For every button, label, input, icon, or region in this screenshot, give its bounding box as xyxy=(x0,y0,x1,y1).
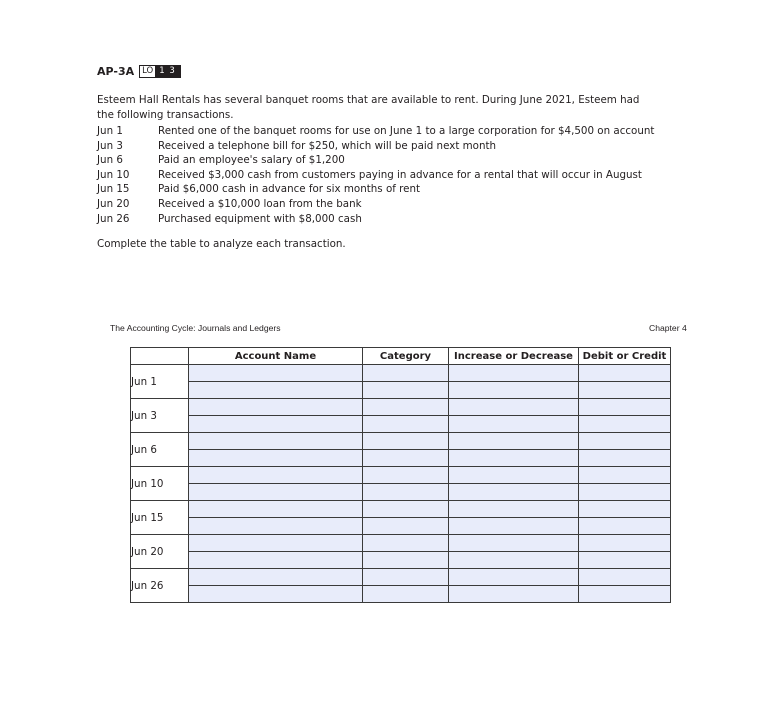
category-cell[interactable] xyxy=(363,450,449,467)
transaction-date: Jun 1 xyxy=(97,125,123,137)
category-cell[interactable] xyxy=(363,484,449,501)
category-cell[interactable] xyxy=(363,467,449,484)
transaction-item xyxy=(97,139,654,154)
account-name-cell[interactable] xyxy=(189,399,363,416)
debit-credit-cell[interactable] xyxy=(579,518,671,535)
row-date-label: Jun 6 xyxy=(131,433,189,467)
debit-credit-cell[interactable] xyxy=(579,467,671,484)
category-cell[interactable] xyxy=(363,569,449,586)
transaction-item xyxy=(97,153,654,168)
increase-decrease-cell[interactable] xyxy=(449,518,579,535)
table-row xyxy=(131,365,671,382)
increase-decrease-cell[interactable] xyxy=(449,569,579,586)
table-header-row xyxy=(131,348,671,365)
increase-decrease-cell[interactable] xyxy=(449,586,579,603)
account-name-cell[interactable] xyxy=(189,535,363,552)
category-cell[interactable] xyxy=(363,552,449,569)
row-date-label: Jun 26 xyxy=(131,569,189,603)
transaction-date: Jun 3 xyxy=(97,139,123,152)
table-row xyxy=(131,450,671,467)
table-row xyxy=(131,433,671,450)
account-name-cell[interactable] xyxy=(189,450,363,467)
table-row xyxy=(131,399,671,416)
transaction-date: Jun 26 xyxy=(97,212,130,225)
table-row xyxy=(131,416,671,433)
category-cell[interactable] xyxy=(363,586,449,603)
transaction-text: Rented one of the banquet rooms for use on June 1 to a large corporation for $4,500 on account xyxy=(158,125,655,137)
table-row xyxy=(131,467,671,484)
account-name-cell[interactable] xyxy=(189,518,363,535)
transaction-text: Purchased equipment with $8,000 cash xyxy=(158,212,362,225)
transaction-item xyxy=(97,182,654,197)
row-date-label: Jun 10 xyxy=(131,467,189,501)
running-header-title: The Accounting Cycle: Journals and Ledgers xyxy=(110,323,281,333)
account-name-cell[interactable] xyxy=(189,365,363,382)
debit-credit-cell[interactable] xyxy=(579,586,671,603)
table-row xyxy=(131,484,671,501)
category-cell[interactable] xyxy=(363,518,449,535)
debit-credit-cell[interactable] xyxy=(579,535,671,552)
transaction-date: Jun 6 xyxy=(97,154,123,167)
row-date-label: Jun 3 xyxy=(131,399,189,433)
column-header-account-name: Account Name xyxy=(189,348,363,365)
column-header-debit-credit: Debit or Credit xyxy=(579,348,671,365)
debit-credit-cell[interactable] xyxy=(579,416,671,433)
table-row xyxy=(131,382,671,399)
transaction-date: Jun 15 xyxy=(97,183,130,196)
table-row xyxy=(131,552,671,569)
table-row xyxy=(131,586,671,603)
account-name-cell[interactable] xyxy=(189,433,363,450)
row-date-label: Jun 20 xyxy=(131,535,189,569)
category-cell[interactable] xyxy=(363,416,449,433)
problem-id: AP-3A xyxy=(97,65,135,78)
problem-title-row xyxy=(97,65,181,78)
account-name-cell[interactable] xyxy=(189,382,363,399)
date-column-header xyxy=(131,348,189,365)
increase-decrease-cell[interactable] xyxy=(449,535,579,552)
account-name-cell[interactable] xyxy=(189,416,363,433)
increase-decrease-cell[interactable] xyxy=(449,416,579,433)
transaction-item xyxy=(97,124,654,139)
table-row xyxy=(131,518,671,535)
increase-decrease-cell[interactable] xyxy=(449,433,579,450)
table-row xyxy=(131,569,671,586)
transaction-item xyxy=(97,197,654,212)
row-date-label: Jun 1 xyxy=(131,365,189,399)
transaction-text: Paid an employee's salary of $1,200 xyxy=(158,154,345,167)
table-row xyxy=(131,501,671,518)
transaction-text: Received a $10,000 loan from the bank xyxy=(158,197,362,210)
debit-credit-cell[interactable] xyxy=(579,365,671,382)
category-cell[interactable] xyxy=(363,382,449,399)
account-name-cell[interactable] xyxy=(189,552,363,569)
transaction-text: Received a telephone bill for $250, which will be paid next month xyxy=(158,139,497,152)
column-header-category: Category xyxy=(363,348,449,365)
account-name-cell[interactable] xyxy=(189,586,363,603)
lo-numbers: 1 3 xyxy=(155,66,180,77)
debit-credit-cell[interactable] xyxy=(579,552,671,569)
debit-credit-cell[interactable] xyxy=(579,382,671,399)
transaction-text: Received $3,000 cash from customers paying in advance for a rental that will occur in August xyxy=(158,168,642,181)
learning-objective-badge xyxy=(139,65,181,78)
category-cell[interactable] xyxy=(363,535,449,552)
table-row xyxy=(131,535,671,552)
column-header-increase-decrease: Increase or Decrease xyxy=(449,348,579,365)
increase-decrease-cell[interactable] xyxy=(449,552,579,569)
debit-credit-cell[interactable] xyxy=(579,450,671,467)
category-cell[interactable] xyxy=(363,433,449,450)
category-cell[interactable] xyxy=(363,365,449,382)
row-date-label: Jun 15 xyxy=(131,501,189,535)
problem-intro: Esteem Hall Rentals has several banquet rooms that are available to rent. During June 2021, Esteem had the following transactions. xyxy=(97,94,640,121)
debit-credit-cell[interactable] xyxy=(579,569,671,586)
analysis-table xyxy=(130,347,671,603)
debit-credit-cell[interactable] xyxy=(579,484,671,501)
category-cell[interactable] xyxy=(363,501,449,518)
increase-decrease-cell[interactable] xyxy=(449,365,579,382)
debit-credit-cell[interactable] xyxy=(579,399,671,416)
account-name-cell[interactable] xyxy=(189,484,363,501)
transaction-list xyxy=(97,124,654,226)
increase-decrease-cell[interactable] xyxy=(449,399,579,416)
increase-decrease-cell[interactable] xyxy=(449,467,579,484)
running-header-chapter: Chapter 4 xyxy=(649,323,687,333)
transaction-date: Jun 20 xyxy=(97,197,130,210)
account-name-cell[interactable] xyxy=(189,501,363,518)
account-name-cell[interactable] xyxy=(189,467,363,484)
category-cell[interactable] xyxy=(363,399,449,416)
increase-decrease-cell[interactable] xyxy=(449,484,579,501)
instruction-text: Complete the table to analyze each transaction. xyxy=(97,238,346,250)
lo-label: LO xyxy=(142,66,154,76)
debit-credit-cell[interactable] xyxy=(579,501,671,518)
debit-credit-cell[interactable] xyxy=(579,433,671,450)
transaction-date: Jun 10 xyxy=(97,168,130,181)
increase-decrease-cell[interactable] xyxy=(449,501,579,518)
transaction-item xyxy=(97,168,654,183)
account-name-cell[interactable] xyxy=(189,569,363,586)
transaction-text: Paid $6,000 cash in advance for six months of rent xyxy=(158,183,421,196)
transaction-item xyxy=(97,212,654,227)
increase-decrease-cell[interactable] xyxy=(449,450,579,467)
increase-decrease-cell[interactable] xyxy=(449,382,579,399)
